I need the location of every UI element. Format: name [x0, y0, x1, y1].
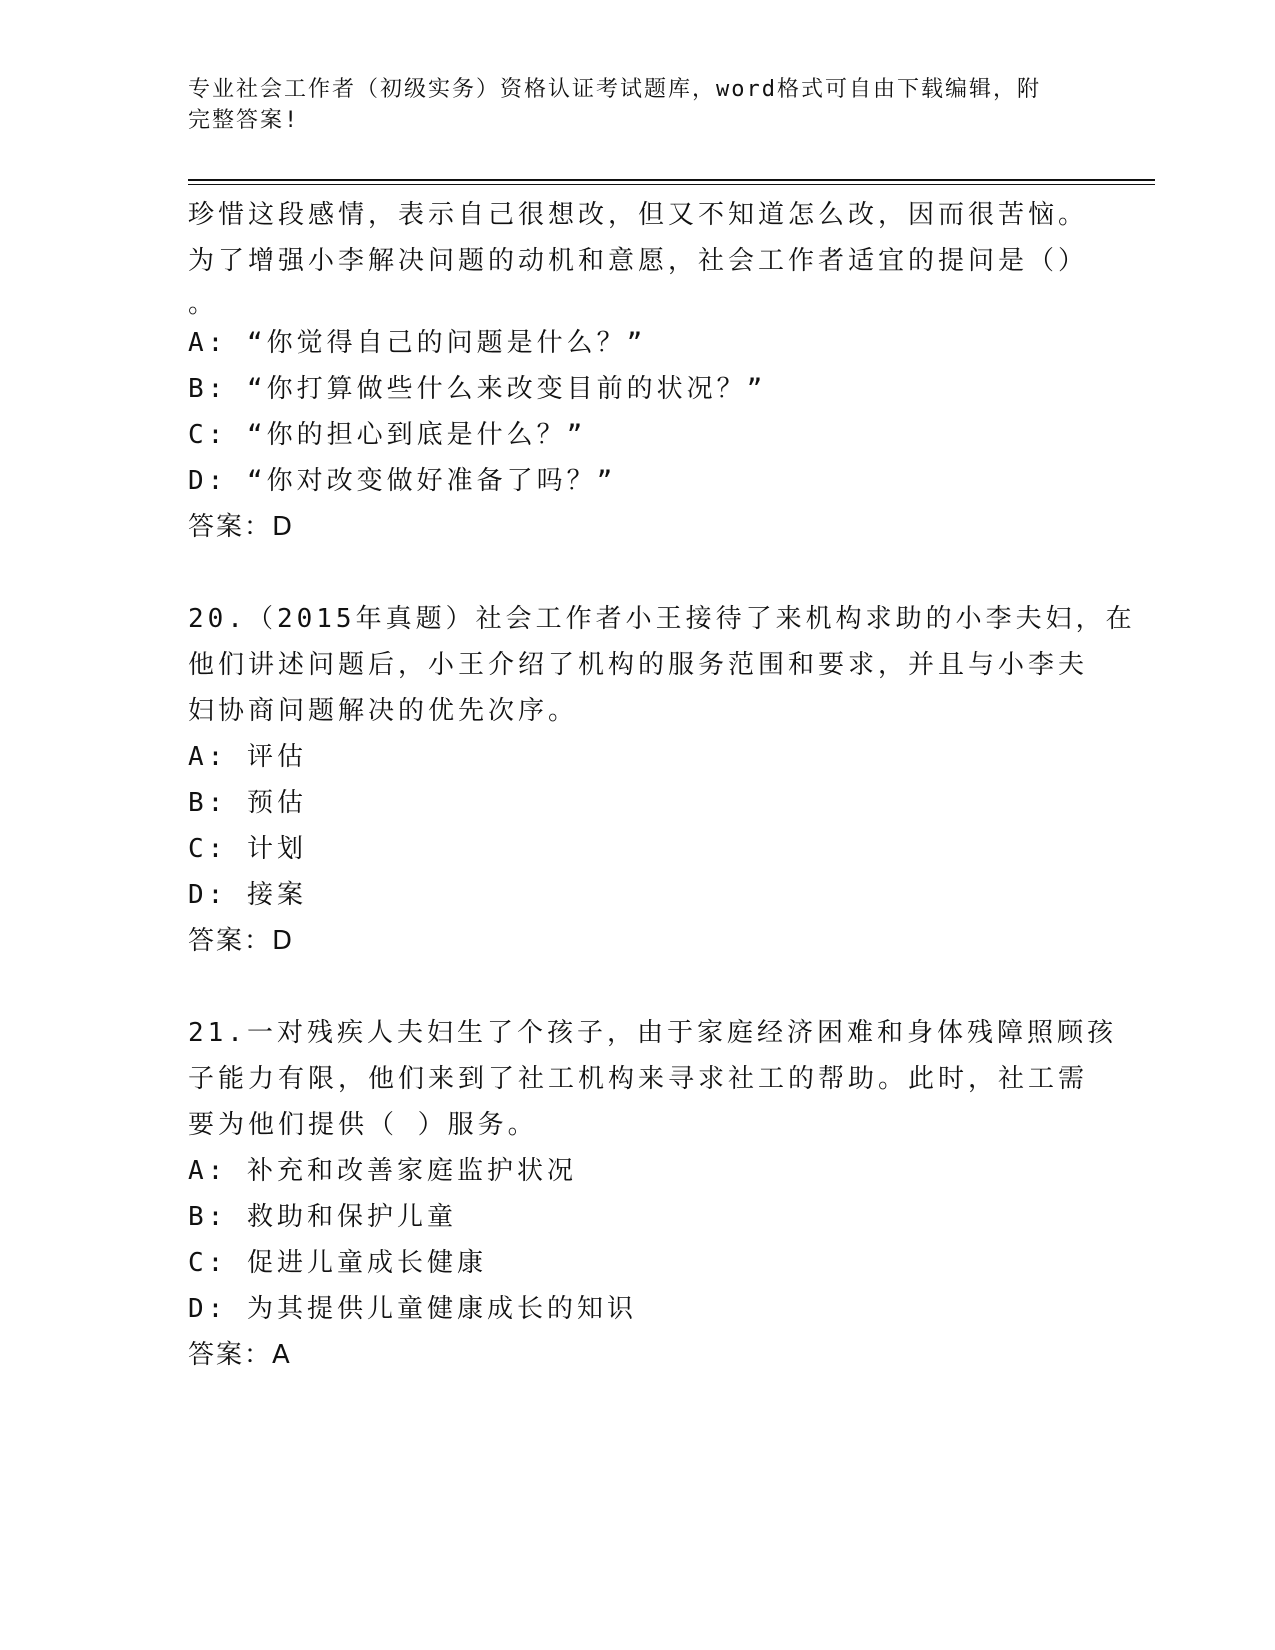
question-text-line: 子能力有限，他们来到了社工机构来寻求社工的帮助。此时，社工需: [188, 1064, 1089, 1094]
question-20: [188, 596, 1136, 964]
question-text-line: 为了增强小李解决问题的动机和意愿，社会工作者适宜的提问是（）: [188, 246, 1089, 276]
option-c: C: 促进儿童成长健康: [188, 1248, 487, 1278]
header-divider-thin: [188, 184, 1155, 185]
header-line-2: 完整答案!: [188, 108, 300, 133]
option-b: B: “你打算做些什么来改变目前的状况？”: [188, 374, 767, 404]
question-21: [188, 1010, 1117, 1378]
document-body: [188, 192, 1136, 1378]
question-text-line: 他们讲述问题后，小王介绍了机构的服务范围和要求，并且与小李夫: [188, 650, 1089, 680]
option-a: A: 评估: [188, 742, 307, 772]
header-line-1: 专业社会工作者（初级实务）资格认证考试题库，word格式可自由下载编辑，附: [188, 77, 1041, 102]
option-b: B: 救助和保护儿童: [188, 1202, 457, 1232]
option-c: C: “你的担心到底是什么？”: [188, 420, 587, 450]
option-a: A: 补充和改善家庭监护状况: [188, 1156, 577, 1186]
option-d: D: “你对改变做好准备了吗？”: [188, 466, 617, 496]
question-text-line: 。: [188, 289, 219, 319]
question-text-line: 珍惜这段感情，表示自己很想改，但又不知道怎么改，因而很苦恼。: [188, 200, 1089, 230]
option-c: C: 计划: [188, 834, 307, 864]
question-19-continued: [188, 192, 1098, 550]
option-a: A: “你觉得自己的问题是什么？”: [188, 328, 647, 358]
answer-line: 答案：D: [188, 926, 295, 956]
question-text-line: 妇协商问题解决的优先次序。: [188, 696, 579, 726]
answer-line: 答案：A: [188, 1340, 292, 1370]
option-d: D: 为其提供儿童健康成长的知识: [188, 1294, 637, 1324]
question-text-line: 21.一对残疾人夫妇生了个孩子，由于家庭经济困难和身体残障照顾孩: [188, 1018, 1117, 1048]
option-d: D: 接案: [188, 880, 307, 910]
answer-line: 答案：D: [188, 512, 295, 542]
question-text-line: 20.（2015年真题）社会工作者小王接待了来机构求助的小李夫妇，在: [188, 604, 1136, 634]
option-b: B: 预估: [188, 788, 307, 818]
question-text-line: 要为他们提供（ ）服务。: [188, 1110, 538, 1140]
header-divider-thick: [188, 179, 1155, 181]
page-header: [188, 74, 1078, 136]
